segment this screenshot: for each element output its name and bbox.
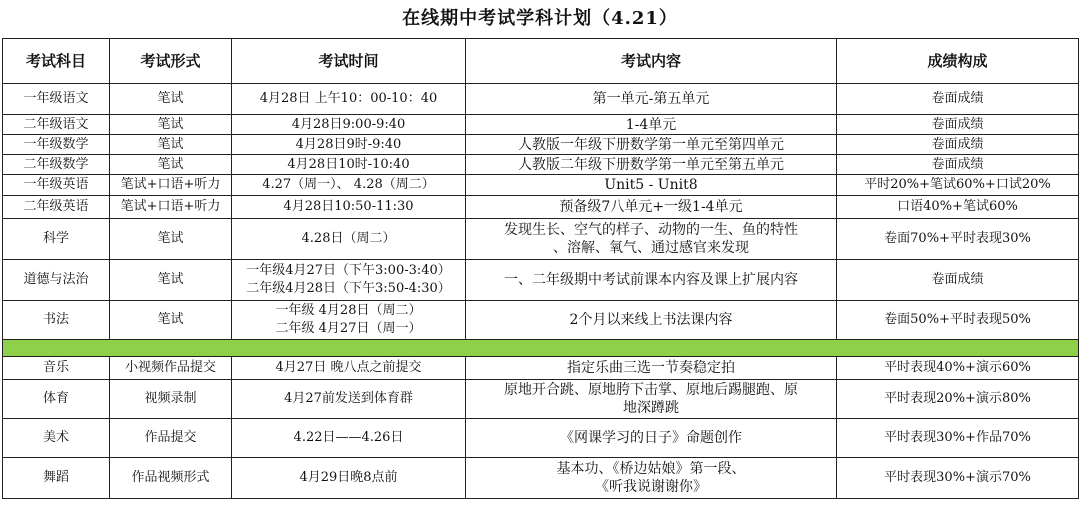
cell-content [466, 219, 837, 260]
cell-form: 笔试+口语+听力 [110, 175, 232, 196]
cell-subject: 二年级语文 [3, 115, 110, 135]
time-line: 一年级4月27日（下午3:00-3:40） [246, 263, 451, 278]
cell-subject: 舞蹈 [3, 458, 110, 499]
cell-content: 预备级7八单元+一级1-4单元 [466, 196, 837, 219]
cell-content [466, 458, 837, 499]
cell-subject: 二年级数学 [3, 155, 110, 175]
cell-form: 作品提交 [110, 419, 232, 458]
table-row [3, 135, 1079, 155]
cell-time: 4月27前发送到体育群 [232, 380, 466, 419]
cell-form: 笔试 [110, 301, 232, 340]
cell-content: 人教版一年级下册数学第一单元至第四单元 [466, 135, 837, 155]
content-line: 基本功、《桥边姑娘》第一段、 [556, 461, 746, 477]
cell-form: 笔试 [110, 219, 232, 260]
content-line: 、溶解、氧气、通过感官来发现 [553, 240, 749, 256]
cell-content: 1-4单元 [466, 115, 837, 135]
cell-form: 笔试 [110, 135, 232, 155]
cell-score: 卷面70%+平时表现30% [837, 219, 1079, 260]
green-separator [3, 340, 1079, 357]
cell-score: 平时表现40%+演示60% [837, 357, 1079, 380]
table-row [3, 84, 1079, 115]
cell-content: 第一单元-第五单元 [466, 84, 837, 115]
cell-score: 平时表现20%+演示80% [837, 380, 1079, 419]
table-row [3, 175, 1079, 196]
time-line: 一年级 4月28日（周二） [275, 303, 422, 318]
cell-form: 笔试+口语+听力 [110, 196, 232, 219]
cell-time: 4月28日10:50-11:30 [232, 196, 466, 219]
time-line: 二年级 4月27日（周一） [275, 321, 422, 336]
content-line: 原地开合跳、原地胯下击掌、原地后踢腿跑、原 [504, 382, 798, 398]
table-row [3, 458, 1079, 499]
table-row [3, 357, 1079, 380]
cell-score: 卷面成绩 [837, 115, 1079, 135]
cell-time: 4.22日——4.26日 [232, 419, 466, 458]
table-row [3, 380, 1079, 419]
cell-subject: 二年级英语 [3, 196, 110, 219]
content-line: 地深蹲跳 [623, 400, 679, 416]
cell-score: 卷面成绩 [837, 260, 1079, 301]
cell-subject: 音乐 [3, 357, 110, 380]
table-row [3, 419, 1079, 458]
cell-time: 4.28日（周二） [232, 219, 466, 260]
cell-subject: 书法 [3, 301, 110, 340]
header-form: 考试形式 [110, 39, 232, 84]
cell-content: 《网课学习的日子》命题创作 [466, 419, 837, 458]
cell-form: 笔试 [110, 115, 232, 135]
cell-time: 4.27（周一）、 4.28（周二） [232, 175, 466, 196]
cell-subject: 一年级语文 [3, 84, 110, 115]
cell-subject: 一年级数学 [3, 135, 110, 155]
header-time: 考试时间 [232, 39, 466, 84]
header-row [3, 39, 1079, 84]
cell-score: 卷面成绩 [837, 84, 1079, 115]
cell-subject: 美术 [3, 419, 110, 458]
table-row [3, 115, 1079, 135]
cell-score: 平时表现30%+作品70% [837, 419, 1079, 458]
cell-subject: 体育 [3, 380, 110, 419]
cell-time: 4月28日9时-9:40 [232, 135, 466, 155]
content-line: 发现生长、空气的样子、动物的一生、鱼的特性 [504, 222, 798, 238]
exam-plan-table [2, 38, 1079, 499]
cell-time: 4月27日 晚八点之前提交 [232, 357, 466, 380]
table-row [3, 260, 1079, 301]
cell-form: 视频录制 [110, 380, 232, 419]
page-title: 在线期中考试学科计划（4.21） [402, 8, 678, 29]
cell-form: 笔试 [110, 84, 232, 115]
table-row [3, 196, 1079, 219]
cell-score: 口语40%+笔试60% [837, 196, 1079, 219]
table-row [3, 155, 1079, 175]
cell-subject: 一年级英语 [3, 175, 110, 196]
cell-score: 卷面50%+平时表现50% [837, 301, 1079, 340]
cell-time: 4月28日 上午10：00-10：40 [232, 84, 466, 115]
header-subject: 考试科目 [3, 39, 110, 84]
cell-time: 4月28日9:00-9:40 [232, 115, 466, 135]
cell-content: 指定乐曲三选一节奏稳定拍 [466, 357, 837, 380]
cell-time: 4月28日10时-10:40 [232, 155, 466, 175]
cell-form: 笔试 [110, 260, 232, 301]
cell-content: 人教版二年级下册数学第一单元至第五单元 [466, 155, 837, 175]
cell-time [232, 301, 466, 340]
cell-subject: 科学 [3, 219, 110, 260]
cell-time: 4月29日晚8点前 [232, 458, 466, 499]
cell-score: 平时表现30%+演示70% [837, 458, 1079, 499]
cell-time [232, 260, 466, 301]
cell-score: 卷面成绩 [837, 135, 1079, 155]
cell-score: 卷面成绩 [837, 155, 1079, 175]
table-row [3, 219, 1079, 260]
time-line: 二年级4月28日（下午3:50-4:30） [246, 281, 451, 296]
cell-score: 平时20%+笔试60%+口试20% [837, 175, 1079, 196]
cell-content: Unit5 - Unit8 [466, 175, 837, 196]
cell-subject: 道德与法治 [3, 260, 110, 301]
cell-content: 2个月以来线上书法课内容 [466, 301, 837, 340]
content-line: 《听我说谢谢你》 [595, 479, 707, 495]
header-score: 成绩构成 [837, 39, 1079, 84]
separator-row [3, 340, 1079, 357]
header-content: 考试内容 [466, 39, 837, 84]
cell-form: 笔试 [110, 155, 232, 175]
cell-content: 一、二年级期中考试前课本内容及课上扩展内容 [466, 260, 837, 301]
table-row [3, 301, 1079, 340]
cell-form: 小视频作品提交 [110, 357, 232, 380]
cell-form: 作品视频形式 [110, 458, 232, 499]
cell-content [466, 380, 837, 419]
